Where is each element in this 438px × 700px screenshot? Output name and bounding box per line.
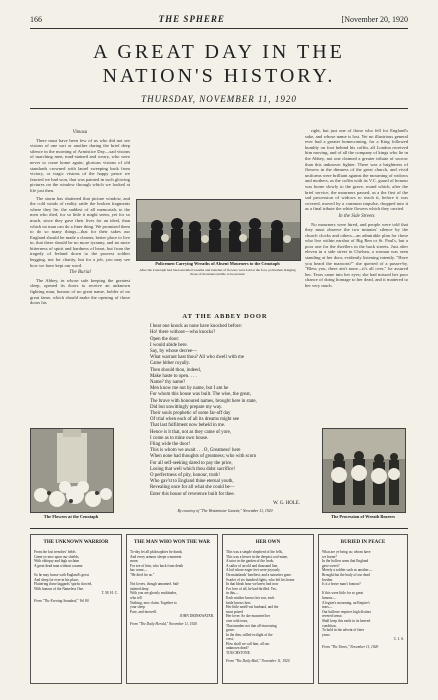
poem-line: Make haste to open. . . . — [150, 373, 197, 379]
cenotaph-flowers-photo — [30, 428, 114, 513]
page-number: 166 — [30, 14, 42, 24]
box-line: To-day let all philosophies be dumb, — [130, 550, 183, 554]
box-line: Pure, and farewell. — [130, 609, 158, 614]
box-line: A lad whose eager feet were joyously — [226, 568, 280, 573]
box-line: tears— — [322, 605, 333, 610]
box-line: For see of him, who back from death — [130, 563, 184, 568]
box-line: On mainlands' loneliest, and a sunsetter gone. — [226, 572, 292, 577]
box-lines — [34, 550, 118, 591]
box-line: Shall keep this earth in its heaved — [322, 618, 371, 623]
box-line: What are ye bring us; whom have — [322, 550, 371, 554]
box-line: With you are ghostly multitudes, — [130, 591, 178, 596]
masthead: THE SPHERE — [158, 14, 225, 24]
box-line: Came ye now upon our shields, — [34, 554, 80, 559]
box-line: How shall we call him, all our — [226, 641, 270, 646]
box-line: From the lost trenches' fields — [34, 550, 76, 554]
box-line: grave. — [226, 628, 235, 633]
paragraph: The storm has shattered that picture window, and the cold winds of reality rattle the broken fragments where they lie, the saddest of all memorials to the men who died, for so little it might seem, yet for so much, since they gave their lives for an ideal, than which no man can do a finer thing. We promised them to do so many things—that for their sakes our England should be made a cleaner, better place to live in, that there should be no more tyranny, and no more bitterness of spirit and hardness of heart, but from the tragedy of Ireland down to the poorest soldier begging, not for charity, but for a job, you may see how we have kept our word. — [30, 195, 130, 268]
box-line: A tutor in the garden of the lords, — [226, 559, 274, 564]
right-subheading: In the Side Streets — [338, 213, 375, 219]
box-line: In the dim, stilled twilight of the — [226, 632, 273, 637]
poem-line: Did but unwittingly prepare my way. — [150, 404, 223, 410]
box-line: brother. — [322, 577, 334, 582]
poem-line: I hear one knock as none have knocked before: — [150, 324, 243, 330]
unknown-warrior-poem-box — [30, 534, 122, 684]
wreath-procession-photo — [322, 428, 406, 513]
box-line: tattered deep — [130, 586, 149, 591]
box-line: In the hollow arms that England — [322, 559, 369, 564]
page-title — [30, 40, 408, 88]
photo-image — [323, 429, 405, 512]
box-source: From "The Daily Mail," November 11, 1920 — [226, 658, 290, 663]
box-author: JOHN DRINKWATER. — [179, 614, 214, 619]
box-line: Merely a soldier such as another— — [322, 568, 373, 573]
box-line: Is it a brave man's honour? — [322, 582, 361, 587]
poem-line: The brave with honoured names, brought here in state, — [150, 398, 257, 404]
box-line: A sailor of an old and thousand line, — [226, 563, 279, 568]
box-line: has come— — [130, 568, 148, 573]
poem-line: Came hither royally. — [150, 361, 191, 367]
box-line: your sleep — [130, 605, 145, 610]
box-line: That number not that all-increasing — [226, 623, 277, 628]
box-line: unknown dead? — [226, 646, 249, 651]
poem-line: This is whom we await . . . O, Greatness! here — [150, 448, 241, 454]
poem-line: Say, by whose decree— — [150, 349, 197, 355]
poem-line: Then should thou, indeed, — [150, 367, 201, 373]
box-title: THE MAN WHO WON THE WAR — [134, 540, 210, 545]
left-photo-caption: The Flowers at the Cenotaph — [43, 514, 99, 519]
box-line: With obloquy and high acclaim — [34, 559, 80, 564]
poem-line: Who gav'st to England thine eternal youth, — [150, 479, 234, 485]
box-line: TOUCHSTONE. — [226, 651, 251, 656]
box-line: more; — [130, 559, 139, 564]
photo-image — [31, 429, 113, 512]
box-line: To hold in the advent of finer — [322, 628, 365, 633]
box-line: Her lover. So she mourned her — [226, 614, 270, 619]
poem-line: Hence is it that, not as they came of yore, — [150, 429, 232, 435]
box-line: With honour of the Nameless One. — [34, 586, 84, 591]
box-line: we borne? — [322, 554, 337, 559]
header-rule — [30, 28, 408, 29]
poem-author: W. G. HOLE. — [273, 500, 300, 506]
box-line: gave sweet? — [322, 563, 340, 568]
box-line: And sleep for ever in his place, — [34, 577, 79, 582]
poem-line: Enter this house of reverence built for thee. — [150, 491, 235, 497]
box-lines — [130, 550, 214, 614]
man-who-won-war-poem-box — [126, 534, 218, 684]
paragraph: No mourners were hired, and people were told that they must observe the two minutes' silence by the church clocks and others—an admirable plan for those who live within earshot of Big Ben or St. Paul's, but a poor one for the dwellers in the back streets. Just after eleven in a side street in Chelsea, a woman was seen standing at her door, evidently listening intently. "Have you heard the maroons?" she queried of a passer-by. "Bless you, there ain't none—it's all over," he assured her. Tears came into her eyes; she had missed her poor chance of doing homage to her dead, and it mattered to her very much. — [305, 221, 408, 289]
poem-line: For whom this house was built. The wise, the great, — [150, 392, 251, 398]
top-photo-subcaption: After the Cenotaph had been unveiled wreaths and bunches of flowers were laid at the foot, policemen bringing those of mourners unable to be present — [139, 268, 296, 276]
poem-line: Their souls prophetic of some far-off day — [150, 411, 231, 417]
paragraph: The Abbey, in whose safe keeping the greatest sleep, opened its doors to receive an unknown fighting man, honour of no great name, holder of no great fame, which should make the opening of those doors his — [30, 277, 130, 306]
box-line: condition, — [322, 623, 337, 628]
poem-line: Revealing once for all what she could be— — [150, 485, 235, 491]
box-line: Her little smell-cut husband, and the — [226, 605, 279, 610]
poem-line: O perfectness of pity, honour, truth! — [150, 473, 220, 479]
right-article-column — [305, 128, 408, 473]
box-line: And every armour sleepe a moment — [130, 554, 182, 559]
her-own-poem-box — [222, 534, 314, 684]
box-line: Nothing, now claim. Together to — [130, 600, 177, 605]
poem-line: Men know me not by name, but I am he — [150, 386, 229, 392]
poem-line: What warrant hast thou? All who dwell with me — [150, 355, 244, 361]
box-line: years. — [322, 632, 331, 637]
box-lines — [226, 550, 310, 656]
right-photo-caption: The Procession of Wreath Bearers — [331, 514, 395, 519]
buried-in-peace-poem-box — [318, 534, 408, 684]
poem-line: Fling wide the door! — [150, 442, 191, 448]
box-line: A legion's mourning, an Empire's — [322, 600, 370, 605]
box-line: Brought but the body of our dead — [322, 572, 370, 577]
paragraph: There must have been few of us who did not see visions of one sort or another during the brief deep silence in the morning of Armistice Day—sad visions of marching men, mud-stained and weary, who were never to come home again; glorious visions of old standards crowned with laurel sweeping back from victory, or tragic visions of the happy peace we fancied we had won, that was painted in such glowing pictures on the window through which we looked at life just then. — [30, 137, 130, 193]
box-line: in this— — [226, 591, 239, 596]
issue-date: [November 20, 1920 — [341, 14, 408, 24]
box-source: From "The Evening Standard," Vol 80 — [34, 598, 89, 603]
page-header — [30, 12, 408, 26]
box-line: most prized — [226, 609, 243, 614]
poem-title: AT THE ABBEY DOOR — [182, 313, 268, 320]
poem-line: When none had thoughts of greatness; who with scorn — [150, 454, 257, 460]
box-title: BURIED IN PEACE — [340, 540, 386, 545]
cenotaph-police-photo — [136, 199, 301, 261]
title-line-1: A GREAT DAY IN THE — [93, 41, 345, 63]
box-line: who tell — [130, 595, 142, 600]
poem-lines — [150, 324, 300, 498]
abbey-door-poem — [150, 314, 300, 514]
box-line: Our hallowe requires high distinct — [322, 609, 372, 614]
title-rule — [30, 108, 408, 109]
top-photo-caption: Policemen Carrying Wreaths of Absent Mourners to the Cenotaph — [155, 261, 280, 266]
poem-line: Of trial when each of all its dreams might see — [150, 417, 239, 423]
box-line: If this were little for so great — [322, 591, 364, 596]
box-line: Fluttering those laggards' spirits slowed, — [34, 582, 93, 587]
box-line: Scarlet of six hundred fights, who left his home — [226, 577, 295, 582]
box-line: A great dead man without a name. — [34, 563, 84, 568]
poem-line: Ho! there without—who knocks? — [150, 330, 216, 336]
poem-line: Open the door: — [150, 336, 180, 342]
box-line: crest, — [226, 637, 234, 642]
box-line: This was a simple shepherd of the fells, — [226, 550, 283, 554]
left-heading: Vimasa — [72, 130, 88, 135]
left-article-column — [30, 128, 130, 473]
bottom-section-rule — [30, 528, 408, 529]
date-line: THURSDAY, NOVEMBER 11, 1920 — [141, 94, 297, 104]
box-line: honour— — [322, 595, 336, 600]
box-author: T. M. H. C. — [101, 591, 118, 596]
box-author: C. J. S. — [393, 637, 404, 642]
poem-line: I would abide here. — [150, 342, 188, 348]
box-line: For love of all, he had thrilled. Yes, — [226, 586, 277, 591]
poem-line: For all self-seeking dared to pay the price, — [150, 460, 233, 466]
box-line: This was a hewer in the deepest coal-mine, — [226, 554, 288, 559]
left-subheading: The Burial — [69, 270, 91, 276]
box-line: "He died for us." — [130, 572, 155, 577]
box-line: In that bleak hour we knew had now — [226, 582, 279, 587]
box-line: bride knows hers — [226, 600, 251, 605]
box-line: Not lovers, though unnamed. Sail- — [130, 582, 180, 587]
box-title: THE UNKNOWN WARRIOR — [43, 540, 109, 545]
box-line: own with tears, — [226, 618, 249, 623]
poem-line: I come as to mine own house. — [150, 435, 209, 441]
box-lines — [322, 550, 404, 637]
poem-line: Losing that well which thou didst sacrifice! — [150, 466, 236, 472]
paragraph: right, but just one of those who fell for England's sake, and whose name is lost. Yet no illustrious general ever had a greater homecoming, for a King followed humbly on foot behind his coffin, all London received him moving, and of all the company of kings who lie in the Abbey, not one claimed a greater tribute of sorrow than this unknown fighter. There was a brightness of flowers in the dimness of the great church, and vivid uniforms were brilliant against the mourning of widows and mothers, as the coffin with its V.C. guard of honour was borne slowly to the grave, round which, after the brief service, the mourners passed, as a the first of the sad procession of widows to reach it, before it was covered, moved by a common impulse, dropped into it as a final tribute the white flowers which they carried. — [305, 128, 408, 212]
photo-image — [137, 200, 300, 260]
box-source: From "The Daily Herald," November 11, 1920 — [130, 621, 197, 626]
box-line: Each mother knows her son, each — [226, 595, 275, 600]
box-line: So he may house with England's great — [34, 572, 89, 577]
box-title: HER OWN — [255, 540, 281, 545]
title-line-2: NATION'S HISTORY. — [102, 65, 336, 87]
poem-line: That last fulfilment now beheld in me. — [150, 423, 226, 429]
poem-source: By courtesy of "The Westminster Gazette," November 11, 1920 — [177, 509, 273, 514]
box-line: revered sense, — [322, 614, 343, 619]
box-source: From "The Times," November 11, 1920 — [322, 644, 379, 649]
poem-line: Name? thy name? — [150, 380, 186, 386]
